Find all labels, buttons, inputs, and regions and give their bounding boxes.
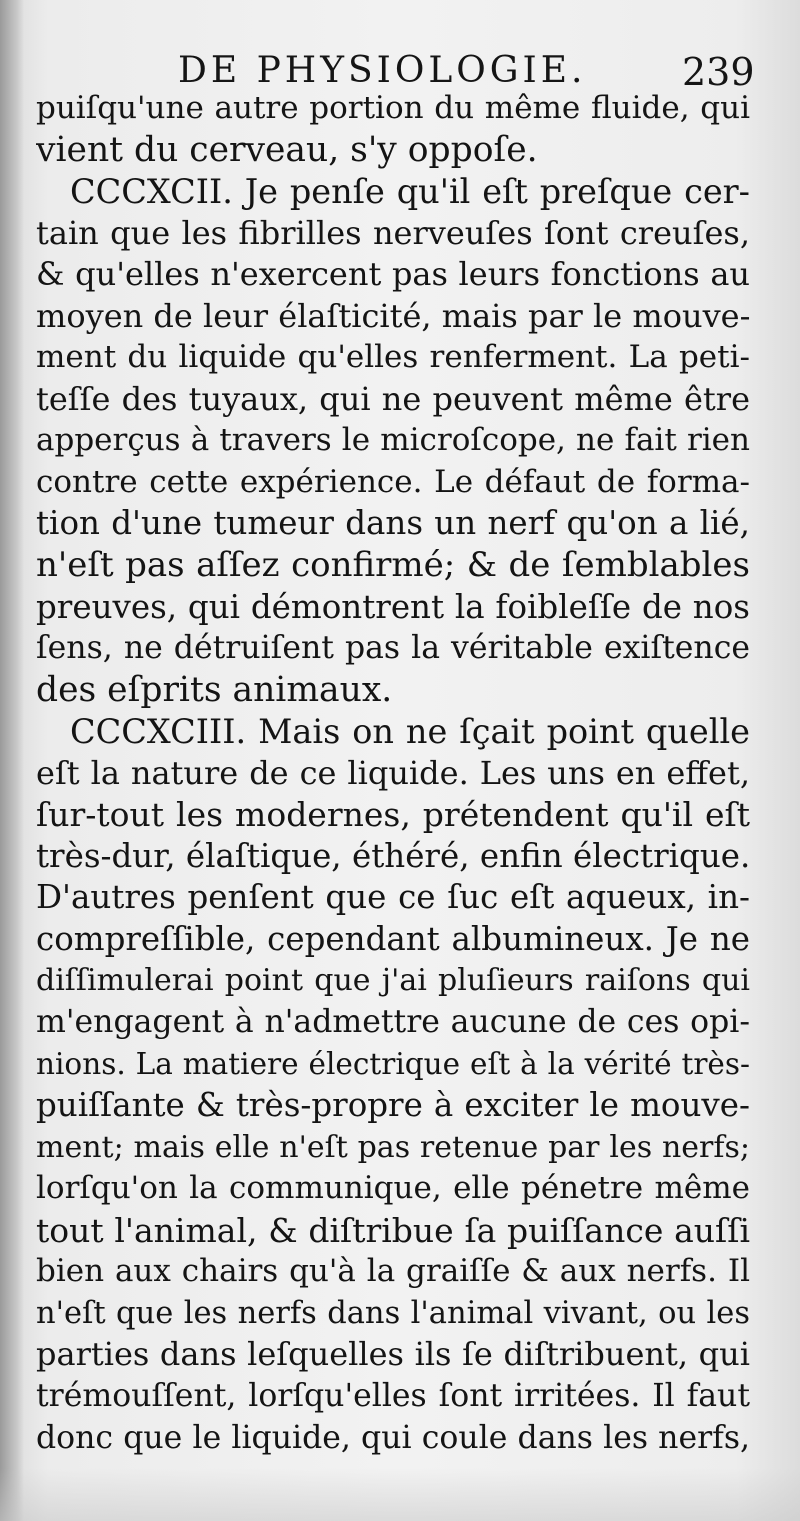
text-line: donc que le liquide, qui coule dans les nerfs, [36,1419,750,1456]
text-line: eſt la nature de ce liquide. Les uns en effet, [36,753,750,792]
text-line: compreſſible, cependant albumineux. Je ne [36,919,750,958]
text-line: diſſimulerai point que j'ai pluſieurs raiſons qui [36,963,750,999]
text-line: trémouſſent, lorſqu'elles ſont irritées. Il faut [36,1377,750,1414]
text-line: puiſqu'une autre portion du même fluide, qui [36,90,750,126]
text-line: preuves, qui démontrent la foibleſſe de nos [36,587,750,626]
text-line: n'eſt pas aſſez confirmé; & de ſemblables [36,545,750,586]
text-line: contre cette expérience. Le défaut de forma- [36,463,750,500]
text-line: & qu'elles n'exercent pas leurs fonctions au [36,255,750,294]
text-line: tain que les fibrilles nerveuſes ſont creuſes, [36,213,750,252]
text-line: teſſe des tuyaux, qui ne peuvent même être [36,379,750,418]
page-number: 239 [682,50,755,94]
text-line: ment; mais elle n'eſt pas retenue par les nerfs; [36,1129,750,1165]
text-line: lorſqu'on la communique, elle pénetre même [36,1170,750,1207]
body-text [36,88,750,1459]
text-line: nions. La matiere électrique eſt à la vérité très- [36,1046,750,1081]
text-line: tion d'une tumeur dans un nerf qu'on a lié, [36,504,750,543]
text-line: m'engagent à n'admettre aucune de ces opi- [36,1004,750,1041]
text-line: très-dur, élaſtique, éthéré, enfin électrique. [36,836,750,875]
page-gutter-shadow [0,0,24,1521]
text-line: parties dans leſquelles ils ſe diſtribuent, qui [36,1335,750,1374]
text-line: puiſſante & très-propre à exciter le mouve- [36,1086,750,1125]
text-line: des eſprits animaux. [36,669,393,710]
paragraph-start-cccxciii: CCCXCIII. Mais on ne ſçait point quelle [70,712,750,752]
text-line: tout l'animal, & diſtribue ſa puiſſance auſſi [36,1210,750,1250]
text-line: n'eſt que les nerfs dans l'animal vivant, ou les [36,1295,750,1331]
paragraph-start-cccxcii: CCCXCII. Je penſe qu'il eſt preſque cer- [70,172,750,212]
running-head: DE PHYSIOLOGIE. [178,50,587,91]
text-line: ſens, ne détruiſent pas la véritable exiſtence [36,630,750,667]
text-line: moyen de leur élaſticité, mais par le mouve- [36,296,750,335]
bottom-edge-shadow [0,1468,800,1521]
text-line: bien aux chairs qu'à la graiſſe & aux nerfs. Il [36,1253,750,1290]
text-line: ſur-tout les modernes, prétendent qu'il eſt [36,795,750,835]
text-line: vient du cerveau, s'y oppoſe. [36,129,538,170]
text-line: D'autres penſent que ce ſuc eſt aqueux, in- [36,878,750,917]
text-line: ment du liquide qu'elles renferment. La peti- [36,339,750,376]
text-line: apperçus à travers le microſcope, ne fait rien [36,422,750,459]
